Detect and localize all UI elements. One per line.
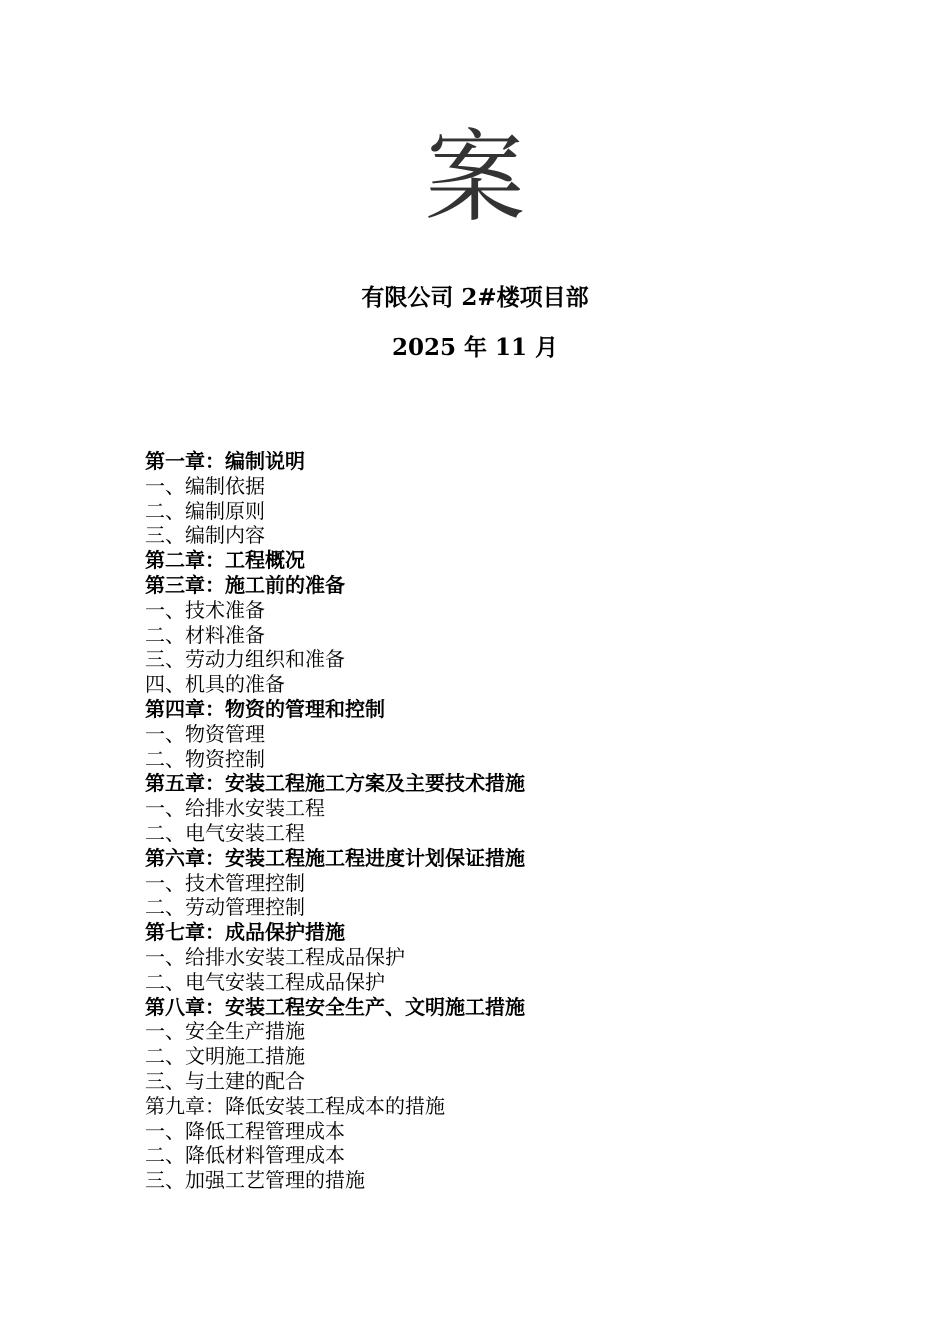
toc-section-item: 一、技术准备	[145, 597, 265, 622]
toc-chapter-heading: 第四章：物资的管理和控制	[145, 696, 385, 721]
toc-chapter-heading: 第九章：降低安装工程成本的措施	[145, 1093, 445, 1118]
toc-chapter-heading: 第六章：安装工程施工程进度计划保证措施	[145, 845, 525, 870]
toc-section-item: 二、编制原则	[145, 498, 265, 523]
toc-section-item: 二、物资控制	[145, 746, 265, 771]
toc-section-item: 一、给排水安装工程	[145, 796, 325, 821]
toc-section-item: 一、编制依据	[145, 473, 265, 498]
toc-section-item: 三、加强工艺管理的措施	[145, 1168, 365, 1193]
toc-section-item: 三、与土建的配合	[145, 1068, 305, 1093]
toc-section-item: 一、给排水安装工程成品保护	[145, 944, 405, 969]
document-date: 2025 年 11 月	[391, 334, 559, 361]
toc-section-item: 三、编制内容	[145, 523, 265, 548]
toc-section-item: 二、劳动管理控制	[145, 895, 305, 920]
toc-section-item: 三、劳动力组织和准备	[145, 647, 345, 672]
toc-section-item: 二、降低材料管理成本	[145, 1143, 345, 1168]
table-of-contents	[145, 449, 845, 1193]
company-name: 有限公司 2#楼项目部	[361, 284, 589, 311]
toc-chapter-heading: 第五章：安装工程施工方案及主要技术措施	[145, 771, 525, 796]
toc-section-item: 二、电气安装工程	[145, 820, 305, 845]
toc-chapter-heading: 第一章：编制说明	[145, 449, 305, 473]
toc-section-item: 二、材料准备	[145, 622, 265, 647]
toc-section-item: 一、技术管理控制	[145, 870, 305, 895]
cover-title-char: 案	[425, 119, 525, 236]
toc-section-item: 一、物资管理	[145, 721, 265, 746]
toc-section-item: 一、降低工程管理成本	[145, 1118, 345, 1143]
toc-chapter-heading: 第二章：工程概况	[145, 548, 305, 573]
toc-section-item: 二、电气安装工程成品保护	[145, 969, 385, 994]
toc-section-item: 四、机具的准备	[145, 672, 285, 697]
toc-section-item: 一、安全生产措施	[145, 1019, 305, 1044]
toc-chapter-heading: 第七章：成品保护措施	[145, 920, 345, 945]
toc-chapter-heading: 第八章：安装工程安全生产、文明施工措施	[145, 994, 525, 1019]
toc-chapter-heading: 第三章：施工前的准备	[145, 572, 345, 597]
toc-section-item: 二、文明施工措施	[145, 1044, 305, 1069]
